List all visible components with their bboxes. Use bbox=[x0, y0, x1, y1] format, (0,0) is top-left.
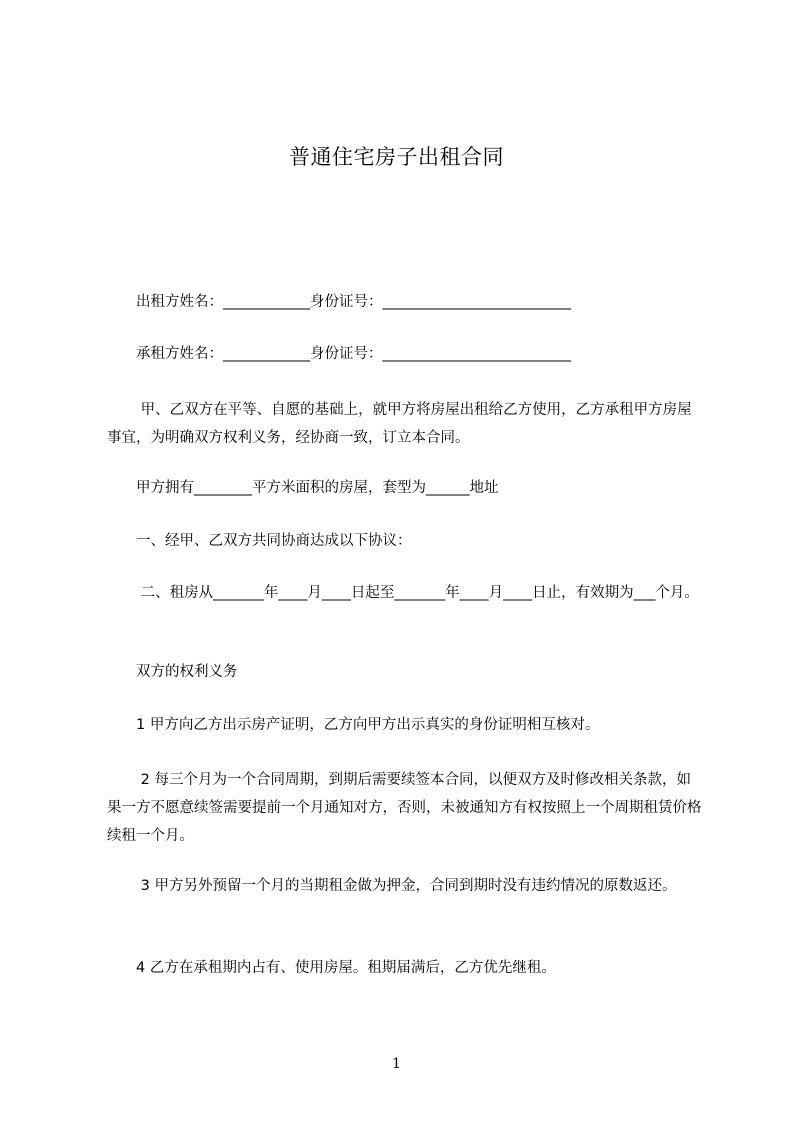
lessee-name-line: 承租方姓名：____________身份证号：__________________________ bbox=[136, 346, 571, 362]
clause-4: 4 乙方在承租期内占有、使用房屋。租期届满后，乙方优先继租。 bbox=[136, 960, 556, 976]
lessor-name-line: 出租方姓名：____________身份证号：__________________________ bbox=[136, 294, 571, 310]
property-area-line: 甲方拥有________平方米面积的房屋，套型为______地址 bbox=[136, 480, 499, 496]
agreement-heading: 一、经甲、乙双方共同协商达成以下协议： bbox=[136, 533, 412, 549]
clause-3: 3 甲方另外预留一个月的当期租金做为押金，合同到期时没有违约情况的原数返还。 bbox=[136, 878, 677, 894]
document-title: 普通住宅房子出租合同 bbox=[289, 145, 504, 169]
rights-obligations-heading: 双方的权利义务 bbox=[136, 664, 238, 680]
clause-2: 2 每三个月为一个合同周期，到期后需要续签本合同，以便双方及时修改相关条款，如果一方不愿意续签需要提前一个月通知对方，否则，未被通知方有权按照上一个周期租赁价格续租一个月。 bbox=[107, 772, 702, 844]
page-number: 1 bbox=[392, 1056, 401, 1072]
rental-period-clause: 二、租房从_______年____月____日起至_______年____月____日止，有效期为___个月。 bbox=[136, 585, 699, 601]
preamble-paragraph: 甲、乙双方在平等、自愿的基础上，就甲方将房屋出租给乙方使用，乙方承租甲方房屋事宜，为明确双方权利义务，经协商一致，订立本合同。 bbox=[107, 402, 692, 446]
clause-1: 1 甲方向乙方出示房产证明，乙方向甲方出示真实的身份证明相互核对。 bbox=[136, 717, 600, 733]
